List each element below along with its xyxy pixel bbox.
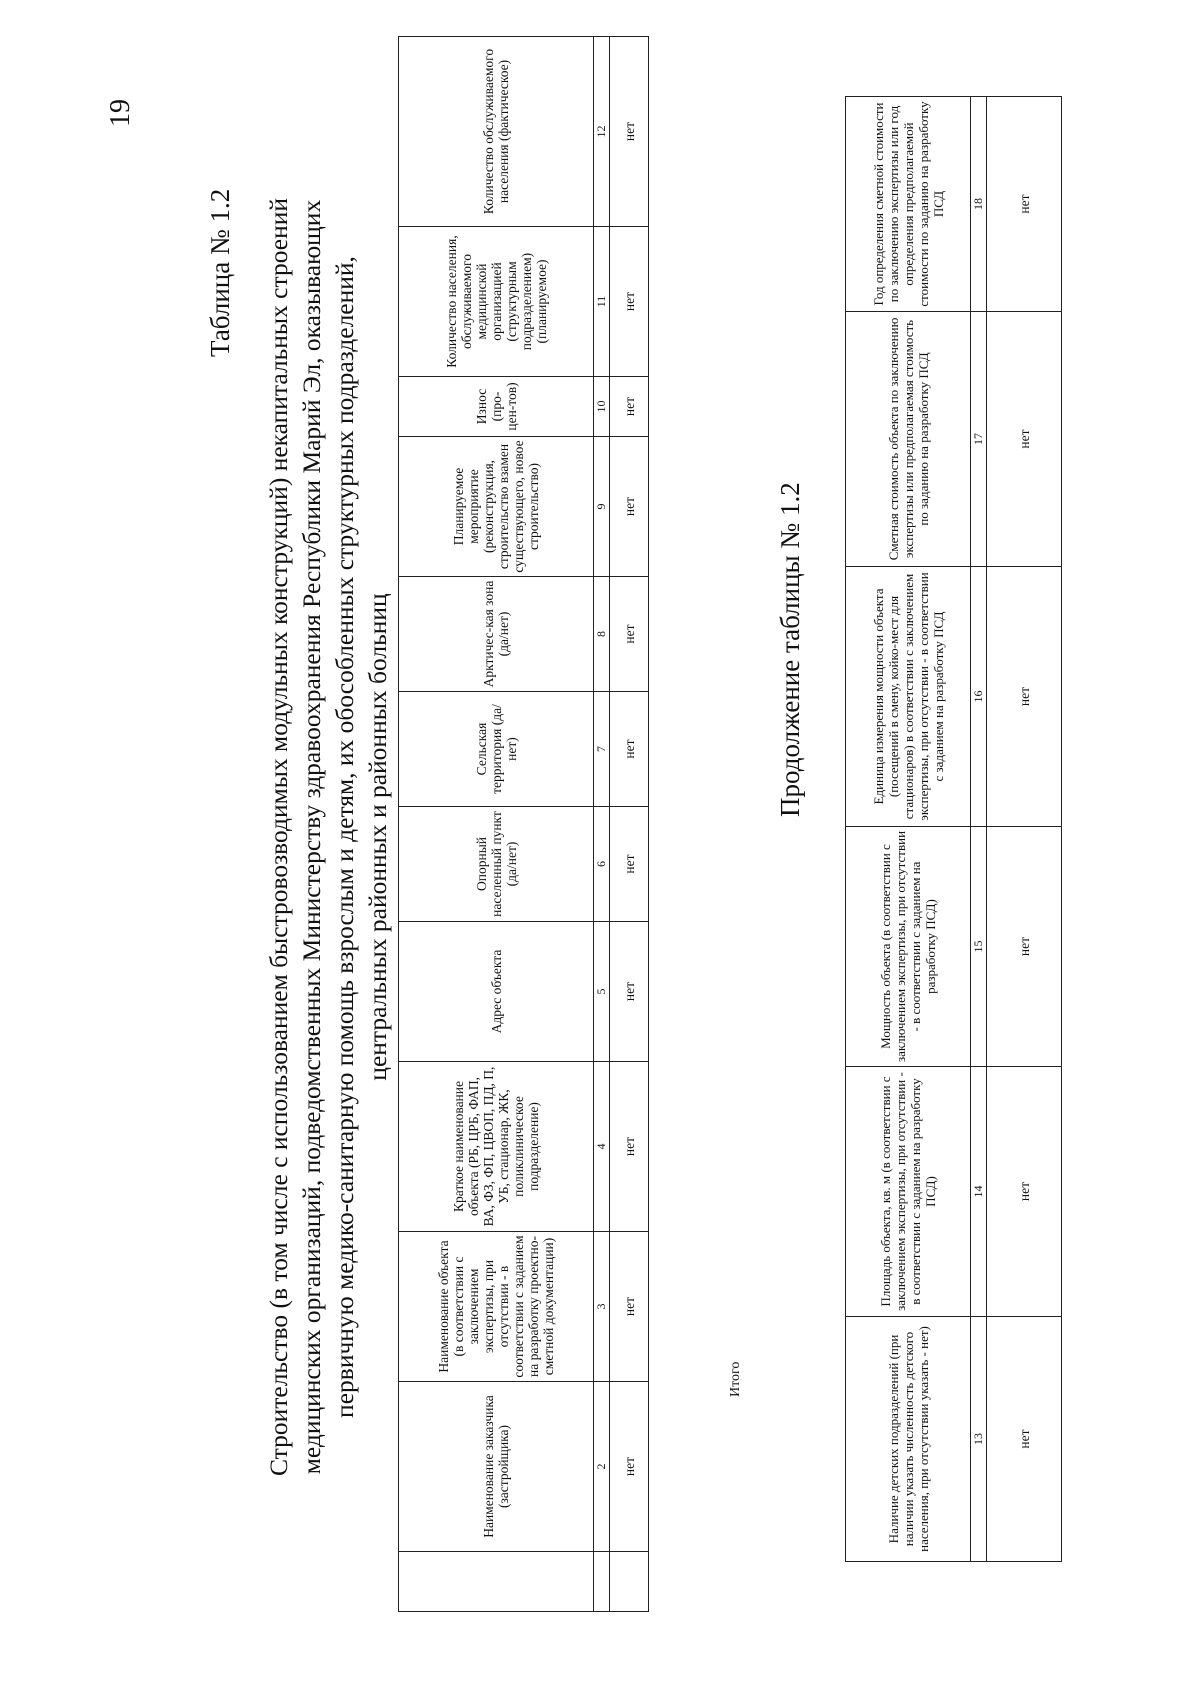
column-number: 12: [594, 37, 610, 227]
header-cell: Арктичес-кая зона (да/нет): [399, 577, 594, 692]
header-cell: Мощность объекта (в соответствии с заключением экспертизы, при отсутствии - в соответствии с заданием на разработку ПСД): [846, 827, 971, 1067]
continuation-title: Продолжение таблицы № 1.2: [775, 482, 805, 817]
table-cell: нет: [987, 312, 1062, 567]
header-cell: Количество населения, обслуживаемого медицинской организацией (структурным подразделением) (планируемое): [399, 227, 594, 377]
column-number: 17: [971, 312, 987, 567]
column-number: 18: [971, 97, 987, 312]
column-number: 13: [971, 1317, 987, 1562]
table-cell: нет: [987, 827, 1062, 1067]
column-number-row: [594, 37, 610, 1612]
column-number: 4: [594, 1062, 610, 1232]
header-cell: Количество обслуживаемого населения (фактическое): [399, 37, 594, 227]
column-number: 2: [594, 1382, 610, 1552]
table-cell: нет: [987, 97, 1062, 312]
column-number: 8: [594, 577, 610, 692]
table-cell: нет: [610, 377, 649, 437]
header-cell: Адрес объекта: [399, 922, 594, 1062]
header-cell: Планируемое мероприятие (реконструкция, строительство взамен существующего, новое строительство): [399, 437, 594, 577]
page-number: 19: [105, 99, 136, 127]
column-number: 3: [594, 1232, 610, 1382]
column-number: 7: [594, 692, 610, 807]
header-cell: Наименование объекта (в соответствии с заключением экспертизы, при отсутствии - в соответствии с заданием на разработку проектно-сметной документации): [399, 1232, 594, 1382]
table-cell: нет: [610, 692, 649, 807]
total-label: Итого: [728, 1361, 743, 1397]
table-cell: нет: [987, 567, 1062, 827]
title-line: медицинских организаций, подведомственных Министерству здравоохранения Республики Марий Эл, оказывающих: [297, 199, 326, 1475]
header-cell: Площадь объекта, кв. м (в соответствии с заключением экспертизы, при отсутствии - в соответствии с заданием на разработку ПСД): [846, 1067, 971, 1317]
table-cell: нет: [610, 1062, 649, 1232]
table-cell: нет: [610, 227, 649, 377]
title-line: Строительство (в том числе с использованием быстровозводимых модульных конструкций) некапитальных строений: [264, 197, 293, 1477]
column-number: 5: [594, 922, 610, 1062]
column-number-row: [971, 97, 987, 1562]
header-cell: Наличие детских подразделений (при наличии указать численность детского населения, при отсутствии указать - нет): [846, 1317, 971, 1562]
column-number: 9: [594, 437, 610, 577]
table-cell: [610, 1552, 649, 1612]
column-number: 10: [594, 377, 610, 437]
title-line: центральных районных и районных больниц: [363, 593, 392, 1081]
header-cell: Опорный населенный пункт (да/нет): [399, 807, 594, 922]
table-cell: нет: [987, 1317, 1062, 1562]
header-cell: Сметная стоимость объекта по заключению экспертизы или предполагаемая стоимость по заданию на разработку ПСД: [846, 312, 971, 567]
table-cell: нет: [610, 1382, 649, 1552]
table-label: Таблица № 1.2: [205, 188, 235, 357]
header-cell: Сельская территория (да/нет): [399, 692, 594, 807]
header-cell: [399, 1552, 594, 1612]
table-cell: нет: [610, 1232, 649, 1382]
table-header-row: [846, 97, 971, 1562]
header-cell: Единица измерения мощности объекта (посещений в смену, койко-мест для стационаров) в соответствии с заключением экспертизы, при отсутствии - в соответствии с заданием на разработку ПСД: [846, 567, 971, 827]
column-number: 11: [594, 227, 610, 377]
header-cell: Износ (про-цен-тов): [399, 377, 594, 437]
header-cell: Год определения сметной стоимости по заключению экспертизы или год определения предполагаемой стоимости по заданию на разработку ПСД: [846, 97, 971, 312]
table-row: [987, 97, 1062, 1562]
column-number: 14: [971, 1067, 987, 1317]
document-title: [262, 97, 394, 1577]
main-table: [398, 36, 649, 1612]
header-cell: Наименование заказчика (застройщика): [399, 1382, 594, 1552]
table-cell: нет: [610, 437, 649, 577]
table-row: [610, 37, 649, 1612]
column-number: 6: [594, 807, 610, 922]
column-number: [594, 1552, 610, 1612]
table-cell: нет: [610, 807, 649, 922]
table-header-row: [399, 37, 594, 1612]
title-line: первичную медико-санитарную помощь взрослым и детям, их обособленных структурных подразделений,: [330, 256, 359, 1418]
table-cell: нет: [610, 922, 649, 1062]
table-cell: нет: [987, 1067, 1062, 1317]
table-cell: нет: [610, 37, 649, 227]
column-number: 15: [971, 827, 987, 1067]
header-cell: Краткое наименование объекта (РБ, ЦРБ, ФАП, ВА, ФЗ, ФП, ЦВОП, ПД, П, УБ, стационар, ЖК, поликлиническое подразделение): [399, 1062, 594, 1232]
continuation-table: [845, 96, 1062, 1562]
table-cell: нет: [610, 577, 649, 692]
column-number: 16: [971, 567, 987, 827]
